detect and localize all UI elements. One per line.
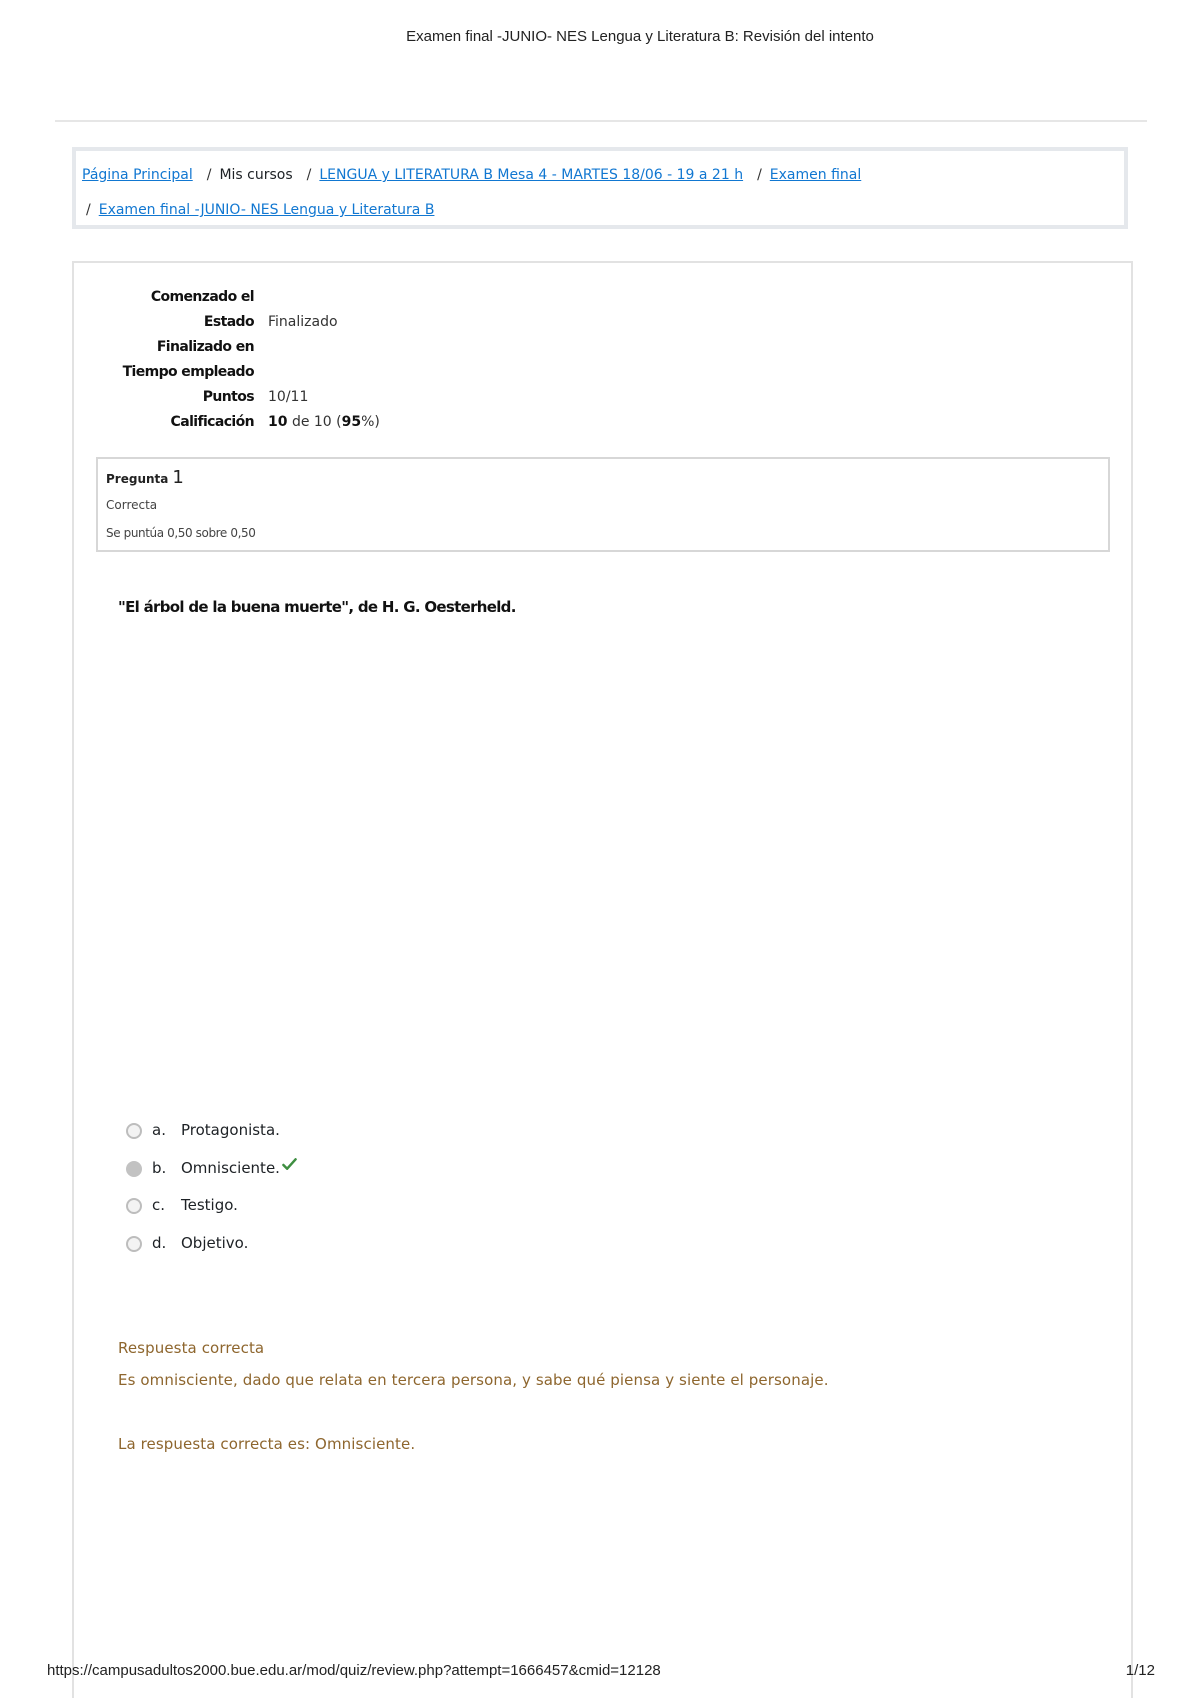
grade-label: Calificación: [170, 414, 254, 430]
grade-suffix: %): [361, 414, 380, 430]
grade-percent: 95: [341, 414, 362, 430]
question-title-prefix: Pregunta: [106, 472, 169, 486]
feedback-text: Es omnisciente, dado que relata en tercera persona, y sabe qué piensa y siente el personaje.: [118, 1371, 829, 1389]
started-label: Comenzado el: [150, 289, 254, 305]
summary-row-time: [74, 364, 574, 389]
question-info-box: [96, 457, 1110, 552]
grade-of: de 10 (: [291, 414, 342, 430]
points-value: 10/11: [268, 389, 309, 405]
answer-letter: a.: [152, 1121, 166, 1139]
finished-label: Finalizado en: [156, 339, 254, 355]
breadcrumb-separator: /: [86, 202, 91, 218]
breadcrumb-separator: /: [206, 167, 212, 183]
question-state: Correcta: [106, 498, 158, 512]
quiz-review-region: [72, 261, 1133, 1698]
answer-option-a[interactable]: [126, 1121, 297, 1159]
answer-option-d[interactable]: [126, 1234, 297, 1272]
summary-row-state: [74, 314, 574, 339]
question-grade: Se puntúa 0,50 sobre 0,50: [106, 526, 256, 540]
question-title: [106, 467, 184, 488]
summary-row-started: [74, 289, 574, 314]
answer-letter: d.: [152, 1233, 167, 1252]
answer-option-b[interactable]: [126, 1159, 297, 1197]
answer-option-c[interactable]: [126, 1196, 297, 1234]
breadcrumb-separator: /: [306, 167, 312, 183]
radio-button[interactable]: [126, 1236, 142, 1252]
print-header: Examen final -JUNIO- NES Lengua y Literatura B: Revisión del intento: [406, 28, 874, 45]
question-text: "El árbol de la buena muerte", de H. G. Oesterheld.: [118, 598, 516, 616]
state-label: Estado: [203, 314, 254, 330]
answer-letter: b.: [152, 1158, 167, 1177]
breadcrumb-my-courses: Mis cursos: [219, 167, 293, 183]
grade-value: [268, 414, 380, 430]
summary-row-points: [74, 389, 574, 414]
breadcrumb-section-link[interactable]: Examen final: [769, 167, 862, 183]
breadcrumb-home-link[interactable]: Página Principal: [82, 167, 193, 183]
answer-letter: c.: [152, 1196, 166, 1214]
radio-button[interactable]: [126, 1123, 142, 1139]
right-answer: La respuesta correcta es: Omnisciente.: [118, 1435, 416, 1453]
answer-options: [126, 1121, 297, 1271]
breadcrumb: [72, 147, 1128, 229]
page-number: 1/12: [1125, 1662, 1155, 1679]
summary-row-finished: [74, 339, 574, 364]
answer-text: Protagonista.: [181, 1121, 280, 1139]
attempt-summary-table: [74, 289, 574, 439]
check-icon: [282, 1159, 297, 1178]
page-url: https://campusadultos2000.bue.edu.ar/mod/quiz/review.php?attempt=1666457&cmid=12128: [47, 1662, 661, 1679]
breadcrumb-quiz-link[interactable]: Examen final -JUNIO- NES Lengua y Literatura B: [98, 202, 435, 218]
state-value: Finalizado: [268, 314, 338, 330]
points-label: Puntos: [202, 389, 254, 405]
radio-button-selected[interactable]: [126, 1161, 142, 1177]
summary-row-grade: [74, 414, 574, 439]
header-divider: [55, 120, 1147, 122]
breadcrumb-course-link[interactable]: LENGUA y LITERATURA B Mesa 4 - MARTES 18/06 - 19 a 21 h: [319, 167, 744, 183]
feedback-title: Respuesta correcta: [118, 1339, 265, 1357]
question-number: 1: [172, 467, 184, 488]
answer-text: Omnisciente.: [181, 1158, 280, 1177]
answer-text: Objetivo.: [181, 1233, 249, 1252]
time-label: Tiempo empleado: [122, 364, 254, 380]
grade-score: 10: [268, 414, 288, 430]
radio-button[interactable]: [126, 1198, 142, 1214]
answer-text: Testigo.: [181, 1196, 238, 1214]
breadcrumb-separator: /: [757, 167, 762, 183]
